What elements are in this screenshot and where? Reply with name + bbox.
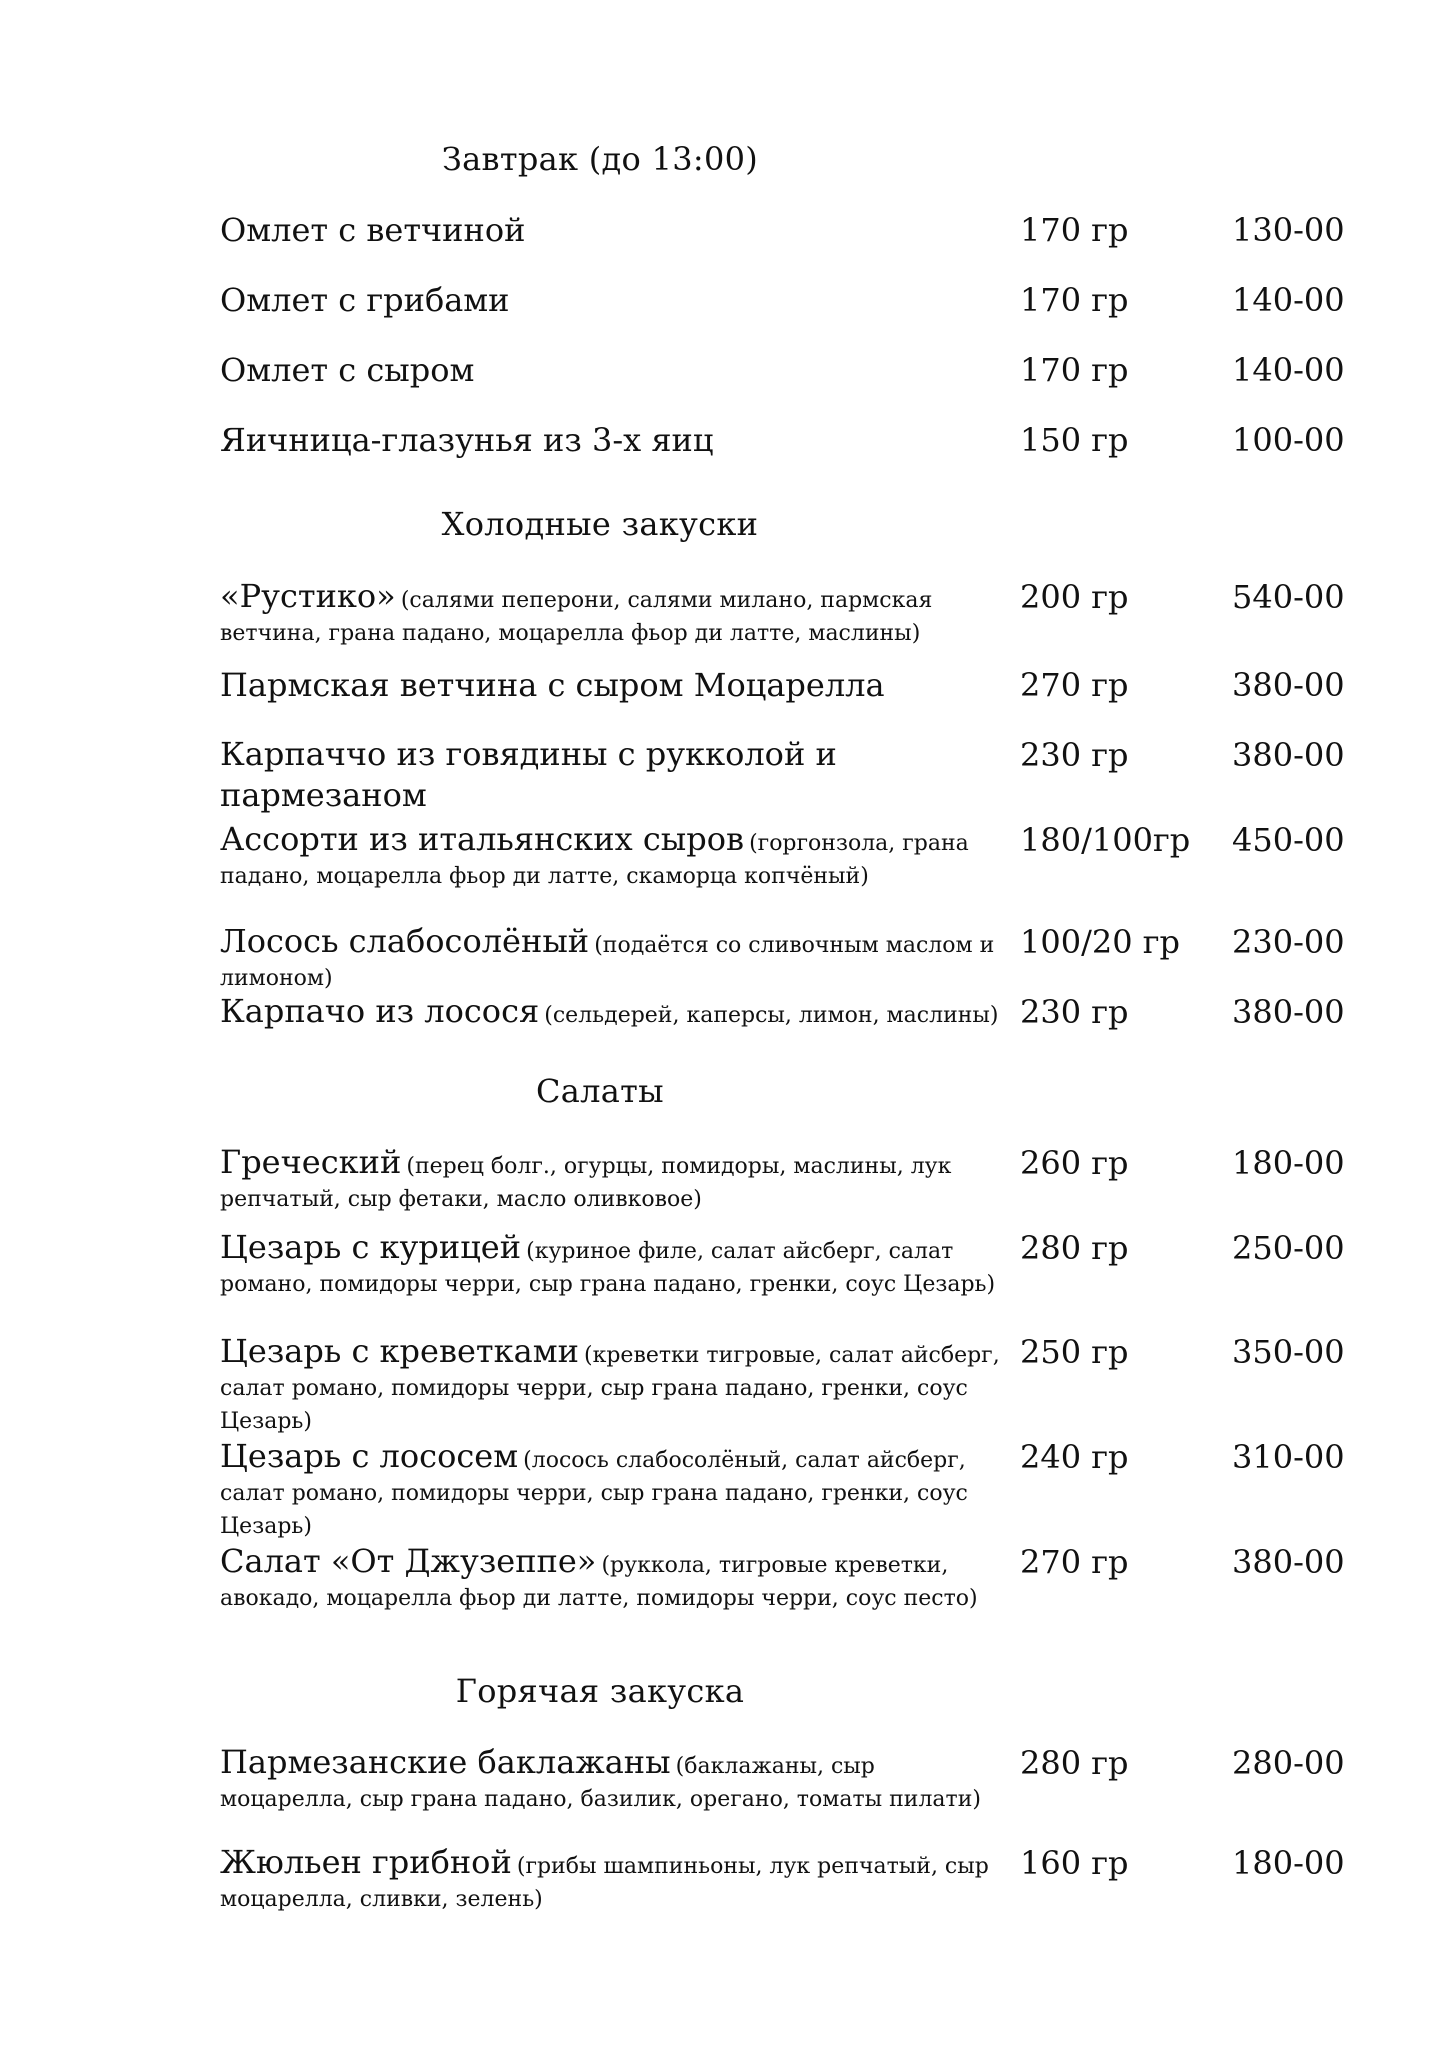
- item-name: Яичница-глазунья из 3-х яиц: [220, 421, 714, 459]
- item-weight: 170 гр: [1020, 211, 1129, 249]
- item-weight: 170 гр: [1020, 351, 1129, 389]
- item-name: «Рустико»: [220, 577, 396, 615]
- item-price: 230-00: [1232, 923, 1345, 961]
- item-weight: 100/20 гр: [1020, 923, 1180, 961]
- item-weight: 240 гр: [1020, 1438, 1129, 1476]
- item-weight: 230 гр: [1020, 993, 1129, 1031]
- item-weight: 270 гр: [1020, 666, 1129, 704]
- item-name: Омлет с ветчиной: [220, 211, 526, 249]
- item-price: 350-00: [1232, 1333, 1345, 1371]
- item-name: Салат «От Джузеппе»: [220, 1542, 597, 1580]
- item-price: 450-00: [1232, 821, 1345, 859]
- item-name: Пармезанские баклажаны: [220, 1743, 671, 1781]
- section-title-salads: Салаты: [536, 1072, 664, 1110]
- item-name: Карпачо из лосося: [220, 992, 540, 1030]
- item-price: 180-00: [1232, 1844, 1345, 1882]
- item-weight: 170 гр: [1020, 281, 1129, 319]
- item-price: 380-00: [1232, 736, 1345, 774]
- item-weight: 200 гр: [1020, 578, 1129, 616]
- item-name: Ассорти из итальянских сыров: [220, 820, 744, 858]
- item-name: Цезарь с креветками: [220, 1332, 579, 1370]
- item-price: 380-00: [1232, 1543, 1345, 1581]
- item-price: 100-00: [1232, 421, 1345, 459]
- item-price: 380-00: [1232, 993, 1345, 1031]
- item-description: (горгонзола, грана падано, моцарелла фьор ди латте, скаморца копчёный): [220, 831, 969, 889]
- item-weight: 150 гр: [1020, 421, 1129, 459]
- item-name: Омлет с грибами: [220, 281, 510, 319]
- item-name: Пармская ветчина с сыром Моцарелла: [220, 666, 885, 704]
- section-title-cold-appetizers: Холодные закуски: [441, 505, 759, 543]
- item-weight: 280 гр: [1020, 1229, 1129, 1267]
- section-title-breakfast: Завтрак (до 13:00): [441, 140, 759, 178]
- item-weight: 230 гр: [1020, 736, 1129, 774]
- item-price: 250-00: [1232, 1229, 1345, 1267]
- item-name: Жюльен грибной: [220, 1843, 512, 1881]
- item-name: Цезарь с лососем: [220, 1437, 519, 1475]
- item-name: Лосось слабосолёный: [220, 922, 590, 960]
- item-description: (сельдерей, каперсы, лимон, маслины): [544, 1003, 999, 1028]
- item-weight: 160 гр: [1020, 1844, 1129, 1882]
- item-description: (лосось слабосолёный, салат айсберг, салат романо, помидоры черри, сыр грана падано, гренки, соус Цезарь): [220, 1448, 968, 1539]
- item-description: (руккола, тигровые креветки, авокадо, моцарелла фьор ди латте, помидоры черри, соус песто): [220, 1553, 978, 1611]
- item-name: Карпаччо из говядины с рукколой и пармезаном: [220, 735, 837, 814]
- item-name: Омлет с сыром: [220, 351, 475, 389]
- item-description: (перец болг., огурцы, помидоры, маслины, лук репчатый, сыр фетаки, масло оливковое): [220, 1154, 952, 1212]
- item-price: 380-00: [1232, 666, 1345, 704]
- item-weight: 180/100гр: [1020, 821, 1191, 859]
- item-description: (куриное филе, салат айсберг, салат романо, помидоры черри, сыр грана падано, гренки, соус Цезарь): [220, 1239, 996, 1297]
- item-price: 140-00: [1232, 281, 1345, 319]
- item-weight: 280 гр: [1020, 1744, 1129, 1782]
- item-name: Греческий: [220, 1143, 402, 1181]
- item-price: 280-00: [1232, 1744, 1345, 1782]
- item-description: (баклажаны, сыр моцарелла, сыр грана падано, базилик, орегано, томаты пилати): [220, 1754, 981, 1812]
- item-description: (салями пеперони, салями милано, пармская ветчина, грана падано, моцарелла фьор ди латте, маслины): [220, 588, 933, 646]
- item-description: (подаётся со сливочным маслом и лимоном): [220, 933, 995, 991]
- section-title-hot-appetizer: Горячая закуска: [455, 1672, 745, 1710]
- item-price: 140-00: [1232, 351, 1345, 389]
- item-price: 180-00: [1232, 1144, 1345, 1182]
- item-description: (креветки тигровые, салат айсберг, салат романо, помидоры черри, сыр грана падано, гренки, соус Цезарь): [220, 1343, 1000, 1434]
- item-name: Цезарь с курицей: [220, 1228, 522, 1266]
- item-weight: 270 гр: [1020, 1543, 1129, 1581]
- item-weight: 250 гр: [1020, 1333, 1129, 1371]
- item-description: (грибы шампиньоны, лук репчатый, сыр моцарелла, сливки, зелень): [220, 1854, 989, 1912]
- item-price: 310-00: [1232, 1438, 1345, 1476]
- item-weight: 260 гр: [1020, 1144, 1129, 1182]
- item-price: 130-00: [1232, 211, 1345, 249]
- item-price: 540-00: [1232, 578, 1345, 616]
